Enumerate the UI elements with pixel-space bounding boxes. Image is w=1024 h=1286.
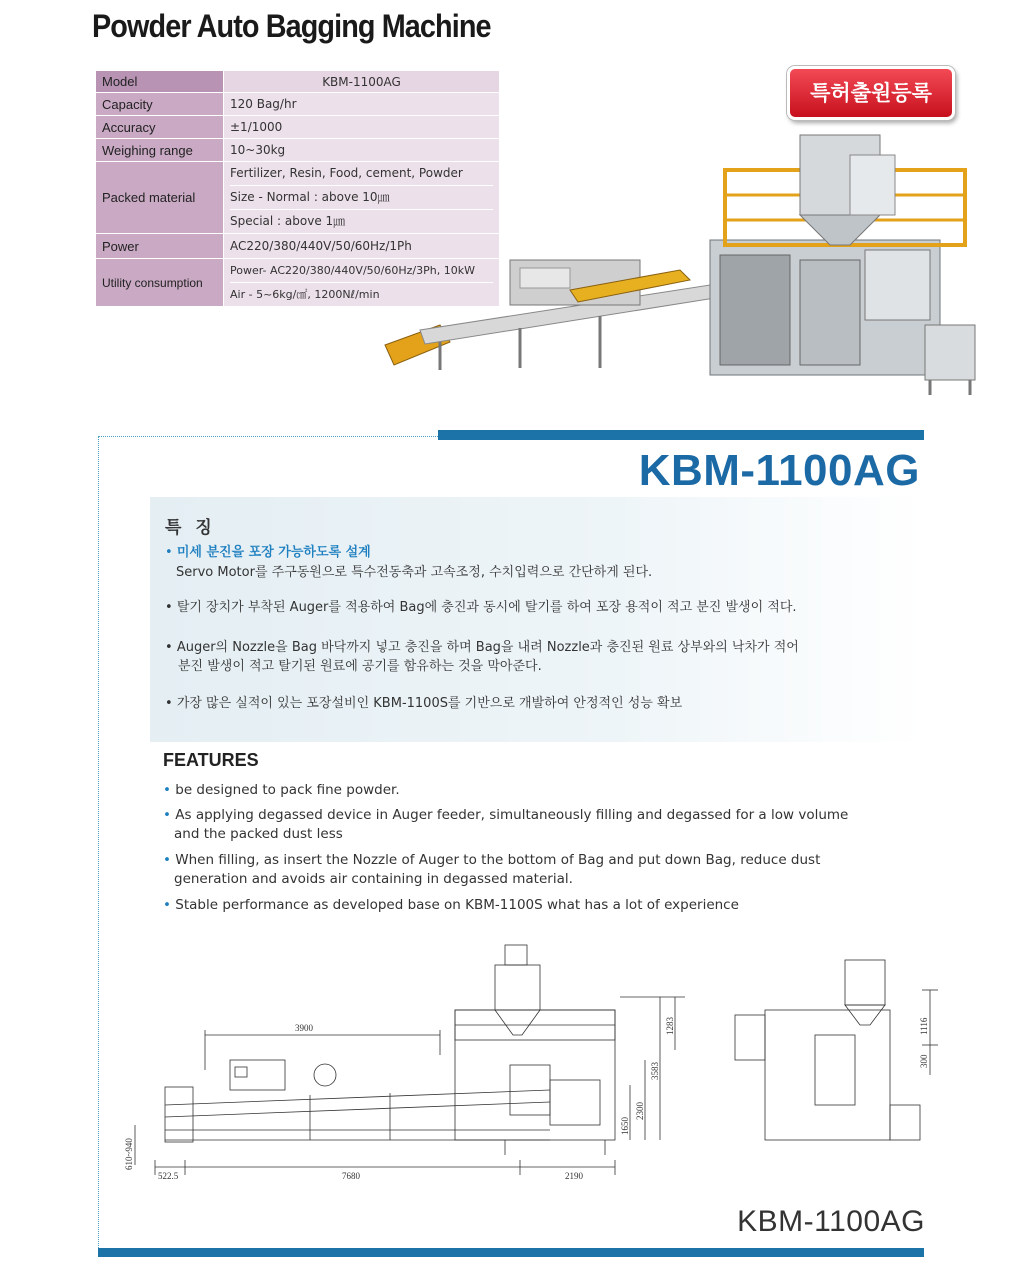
feature-text: and the packed dust less [174,826,343,842]
bullet: • [163,807,176,823]
drawing-part [505,945,527,965]
spec-row-model [96,71,500,93]
spec-value: KBM-1100AG [224,71,500,93]
model-heading: KBM-1100AG [638,446,920,495]
korean-item [165,543,371,562]
dim-label: 3583 [650,1062,660,1080]
dim-label: 610~940 [124,1138,134,1170]
spec-value: AC220/380/440V/50/60Hz/1Ph [224,234,500,259]
machine-photo [380,120,980,400]
features-title: FEATURES [163,750,259,770]
bullet: • [165,696,177,711]
bullet: • [163,852,176,868]
page-title: Powder Auto Bagging Machine [92,8,491,44]
dim-label: 3900 [295,1023,313,1033]
frame-bar-bottom [98,1248,924,1257]
bullet: • [165,640,177,655]
drawing-part [235,1067,247,1077]
spec-subvalue: Fertilizer, Resin, Food, cement, Powder [230,162,493,186]
patent-badge: 특허출원등록 [787,66,955,120]
drawing-part [165,1102,550,1117]
feature-item [163,781,400,800]
spec-subvalue: Power- AC220/380/440V/50/60Hz/3Ph, 10kW [230,259,493,283]
spec-row-capacity [96,93,500,116]
frame-bar-top [438,430,924,440]
korean-item [165,638,799,657]
spec-label: Capacity [96,93,224,116]
korean-item-text: 가장 많은 실적이 있는 포장설비인 KBM-1100S를 기반으로 개발하여 안정적인 성능 확보 [176,696,683,711]
feature-item [163,851,820,870]
drawing-part [165,1087,193,1142]
spec-label: Packed material [96,162,224,234]
spec-label: Model [96,71,224,93]
drawing-part [550,1080,600,1125]
model-footer: KBM-1100AG [737,1205,925,1238]
feature-text: When filling, as insert the Nozzle of Auger to the bottom of Bag and put down Bag, reduce dust [175,852,821,868]
drawing-part [455,1010,615,1140]
korean-item-text: 분진 발생이 적고 탈기된 원료에 공기를 함유하는 것을 막아준다. [178,659,542,674]
korean-item-text: Servo Motor를 주구동원으로 특수전동축과 고속조정, 수치입력으로 간단하게 된다. [176,565,653,580]
feature-text: As applying degassed device in Auger feeder, simultaneously filling and degassed for a low volume [175,807,849,823]
bullet: • [163,782,176,798]
frame-dotted-left [98,436,99,1256]
dim-label: 2190 [565,1171,583,1181]
korean-item [165,598,797,617]
drawing-part [735,1015,765,1060]
spec-label: Accuracy [96,116,224,139]
technical-drawing [110,935,940,1185]
dim-label: 2300 [635,1102,645,1120]
korean-item-text: Auger의 Nozzle을 Bag 바닥까지 넣고 충진을 하며 Bag을 내려 Nozzle과 충진된 원료 상부와의 낙차가 적어 [176,640,799,655]
korean-item [165,694,682,713]
feature-item [163,896,739,915]
drawing-part [314,1064,336,1086]
dim-label: 1650 [620,1117,630,1135]
drawing-part [845,960,885,1005]
drawing-part [495,1010,540,1035]
korean-item-headline: 미세 분진을 포장 가능하도록 설계 [176,545,371,560]
spec-subvalue: Size - Normal : above 10㎛ [230,186,493,210]
spec-subvalue: Air - 5~6kg/㎠, 1200Nℓ/min [230,288,380,301]
dim-label: 300 [919,1054,929,1068]
spec-label: Power [96,234,224,259]
spec-value: ±1/1000 [224,116,500,139]
korean-features-title: 특 징 [165,518,216,538]
bullet: • [163,897,176,913]
feature-text: be designed to pack fine powder. [175,782,400,798]
spec-value: 10~30kg [224,139,500,162]
dim-label: 1116 [919,1017,929,1035]
drawing-part [890,1105,920,1140]
drawing-part [230,1060,285,1090]
bullet: • [165,545,177,560]
drawing-part [845,1005,885,1025]
drawing-part [765,1010,890,1140]
drawing-part [815,1035,855,1105]
bullet: • [165,600,177,615]
feature-text: generation and avoids air containing in degassed material. [174,871,573,887]
spec-subvalue: Special : above 1㎛ [230,214,346,228]
korean-item-text: 탈기 장치가 부착된 Auger를 적용하여 Bag에 충진과 동시에 탈기를 하여 포장 용적이 적고 분진 발생이 적다. [176,600,797,615]
spec-value: 120 Bag/hr [224,93,500,116]
frame-dotted-top [98,436,438,437]
dim-label: 7680 [342,1171,360,1181]
spec-label: Utility consumption [96,259,224,307]
drawing-part [165,1090,550,1105]
spec-label: Weighing range [96,139,224,162]
dim-label: 522.5 [158,1171,179,1181]
drawing-part [495,965,540,1010]
dim-label: 1283 [665,1017,675,1035]
feature-item [163,806,848,825]
feature-text: Stable performance as developed base on KBM-1100S what has a lot of experience [175,897,739,913]
